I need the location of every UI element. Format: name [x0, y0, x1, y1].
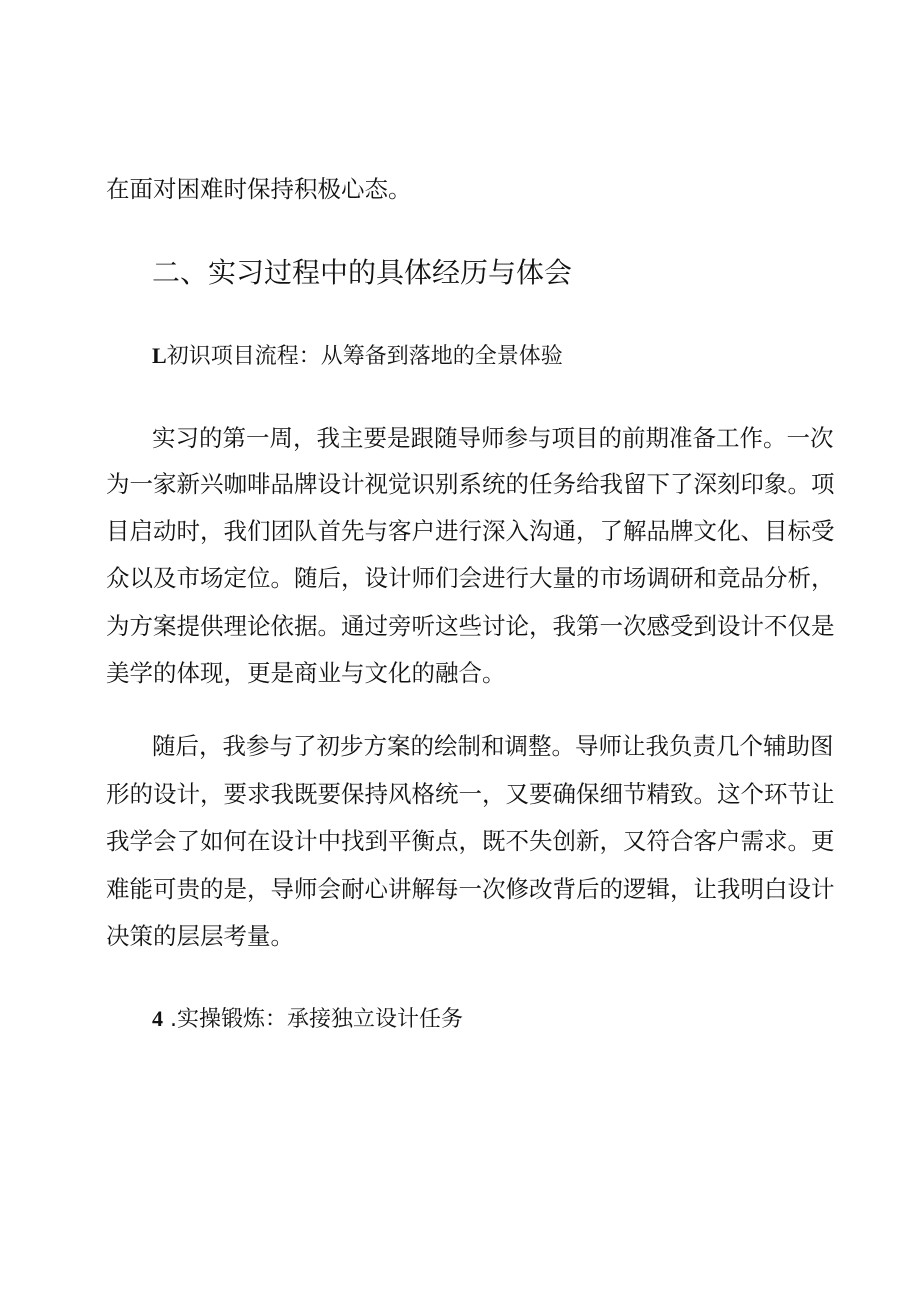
paragraph-line: 美学的体现，更是商业与文化的融合。 — [106, 659, 506, 687]
subsection-heading-2 — [152, 1004, 463, 1035]
section-heading: 二、实习过程中的具体经历与体会 — [152, 256, 573, 289]
paragraph-line: 为方案提供理论依据。通过旁听这些讨论，我第一次感受到设计不仅是 — [106, 612, 835, 640]
carry-over-line: 在面对困难时保持积极心态。 — [106, 175, 412, 203]
paragraph-line: 实习的第一周，我主要是跟随导师参与项目的前期准备工作。一次 — [152, 424, 834, 452]
subsection-heading-1 — [152, 341, 563, 372]
subsection-number-2: 4 — [152, 1006, 163, 1031]
paragraph-line: 为一家新兴咖啡品牌设计视觉识别系统的任务给我留下了深刻印象。项 — [106, 470, 835, 498]
subsection-title-2: .实操锻炼：承接独立设计任务 — [163, 1007, 463, 1032]
paragraph-line: 形的设计，要求我既要保持风格统一，又要确保细节精致。这个环节让 — [106, 780, 835, 808]
paragraph-line: 决策的层层考量。 — [106, 922, 294, 950]
paragraph-line: 众以及市场定位。随后，设计师们会进行大量的市场调研和竞品分析， — [106, 564, 835, 592]
paragraph-line: 我学会了如何在设计中找到平衡点，既不失创新，又符合客户需求。更 — [106, 827, 835, 855]
subsection-title-1: 初识项目流程：从筹备到落地的全景体验 — [166, 344, 563, 369]
subsection-number-1: L — [152, 343, 167, 368]
paragraph-line: 随后，我参与了初步方案的绘制和调整。导师让我负责几个辅助图 — [152, 732, 834, 760]
paragraph-line: 目启动时，我们团队首先与客户进行深入沟通，了解品牌文化、目标受 — [106, 517, 835, 545]
paragraph-line: 难能可贵的是，导师会耐心讲解每一次修改背后的逻辑，让我明白设计 — [106, 875, 835, 903]
